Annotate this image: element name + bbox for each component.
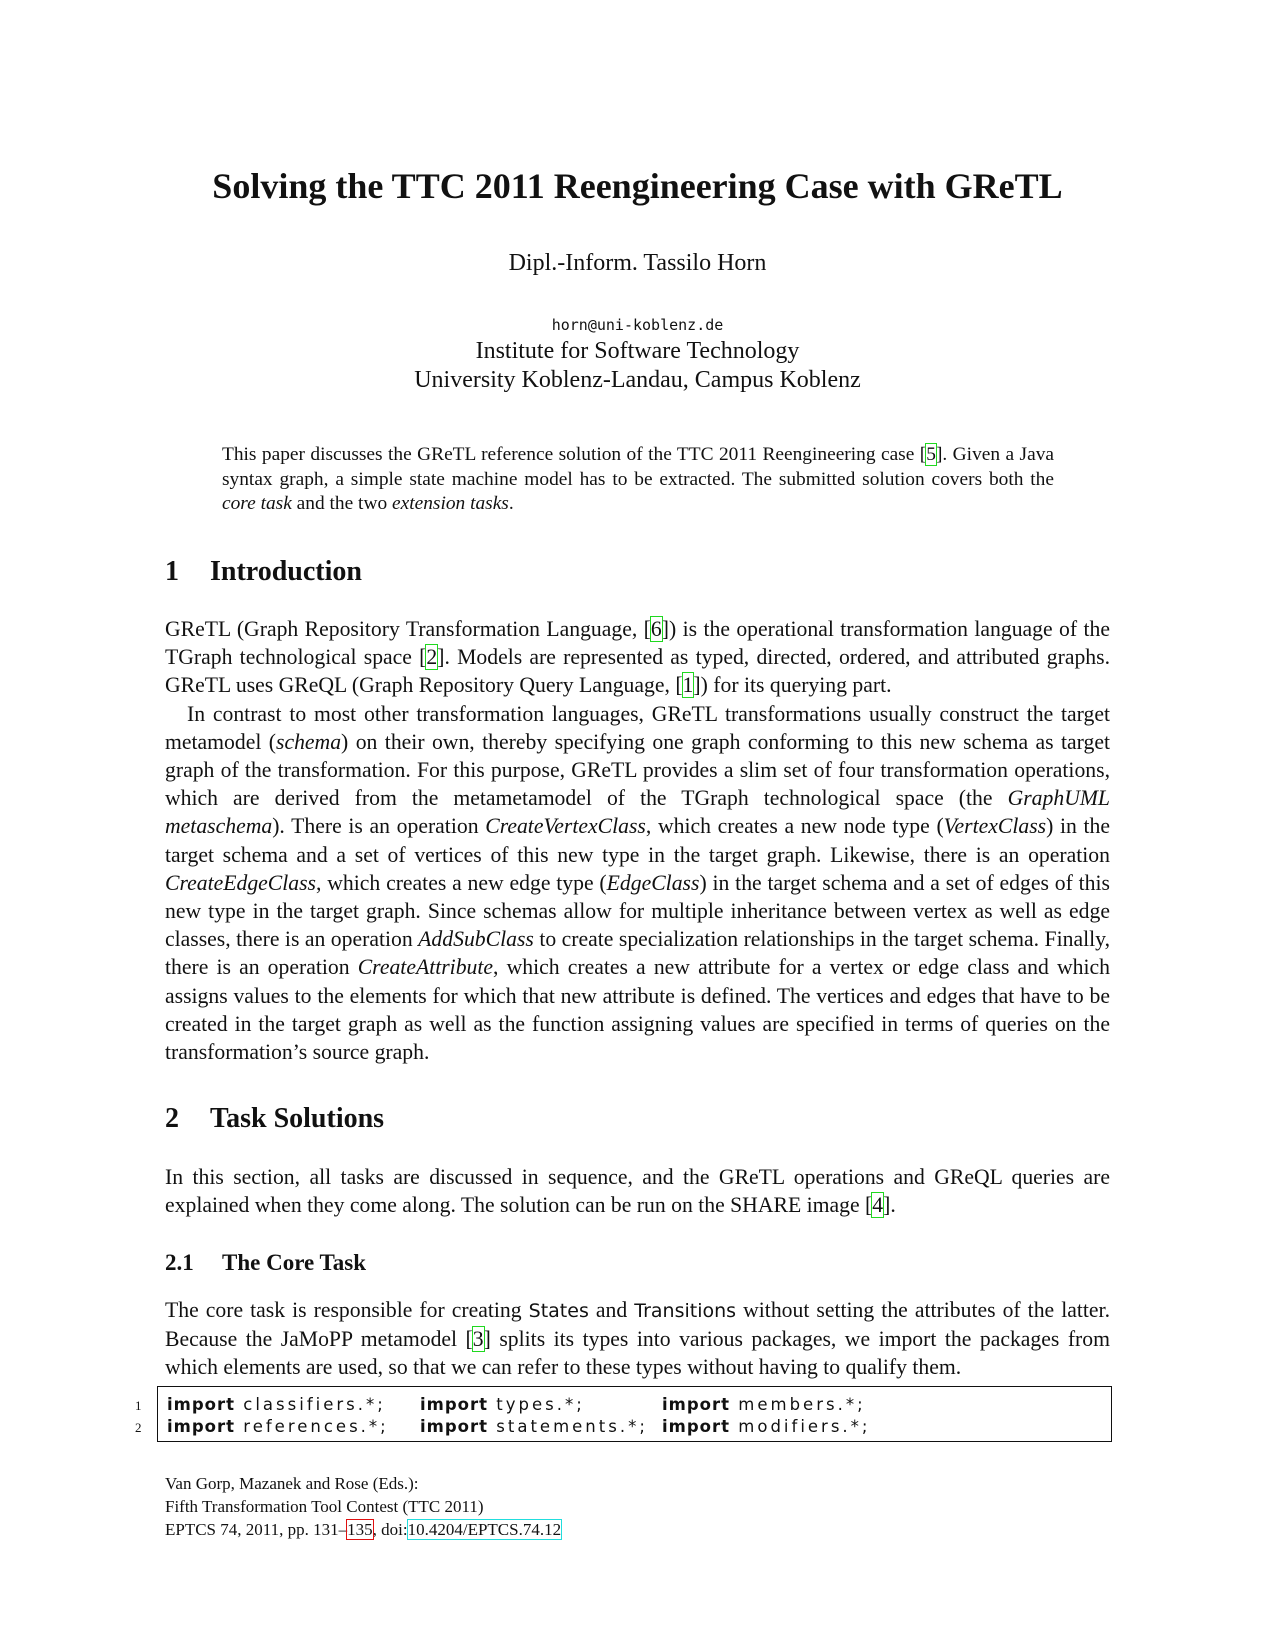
- section-heading-introduction: 1 Introduction: [165, 556, 362, 587]
- code-statement: import types.*;: [420, 1395, 585, 1414]
- code-statement: import modifiers.*;: [662, 1417, 871, 1436]
- subsection-heading-core-task: 2.1 The Core Task: [165, 1250, 367, 1275]
- last-page-link[interactable]: 135: [347, 1520, 373, 1539]
- citation-link[interactable]: 1: [682, 673, 694, 698]
- paper-title: Solving the TTC 2011 Reengineering Case with GReTL: [212, 166, 1063, 206]
- task-solutions-text: In this section, all tasks are discussed in sequence, and the GReTL operations and GReQL queries are explained when they come along. The solution can be run on the SHARE image [4].: [165, 1165, 1110, 1218]
- citation-link[interactable]: 2: [426, 645, 438, 670]
- citation-link[interactable]: 3: [472, 1327, 484, 1352]
- code-statement: import classifiers.*;: [167, 1395, 386, 1414]
- citation-link[interactable]: 6: [650, 617, 662, 641]
- abstract: This paper discusses the GReTL reference solution of the TTC 2011 Reengineering case [5]. Given a Java syntax graph, a simple state machine model has to be extracted. The submitted solution covers both the core task and the two extension tasks.: [222, 444, 1054, 515]
- code-statement: import members.*;: [662, 1395, 866, 1414]
- affiliation-university: University Koblenz-Landau, Campus Koblenz: [414, 367, 861, 393]
- author-email[interactable]: horn@uni-koblenz.de: [551, 316, 724, 334]
- code-line-number: 2: [135, 1420, 142, 1435]
- footer-citation: EPTCS 74, 2011, pp. 131–135, doi:10.4204/EPTCS.74.12: [165, 1520, 562, 1539]
- doi-link[interactable]: 10.4204/EPTCS.74.12: [407, 1520, 562, 1539]
- code-statement: import references.*;: [167, 1417, 389, 1436]
- citation-link[interactable]: 4: [872, 1193, 884, 1218]
- code-line-number: 1: [135, 1398, 142, 1413]
- footer-proceedings: Fifth Transformation Tool Contest (TTC 2011): [165, 1497, 484, 1516]
- author-name: Dipl.-Inform. Tassilo Horn: [508, 250, 767, 276]
- section-heading-task-solutions: 2 Task Solutions: [165, 1103, 385, 1134]
- footer-editors: Van Gorp, Mazanek and Rose (Eds.):: [165, 1474, 419, 1493]
- code-statement: import statements.*;: [420, 1417, 648, 1436]
- affiliation-institute: Institute for Software Technology: [475, 338, 800, 364]
- introduction-text: GReTL (Graph Repository Transformation Language, [6]) is the operational transformation language of the TGraph technological space [2]. Models are represented as typed, directed, ordered, and attributed graphs. GReTL uses GReQL (Graph Repository Query Language, [1]) for its querying part. In contrast to most other transformation languages, GReTL transformations usually construct the target metamodel (schema) on their own, thereby specifying one graph conforming to this new schema as target graph of the transformation. For this purpose, GReTL provides a slim set of four transformation operations, which are derived from the metametamodel of the TGraph technological space (the GraphUML metaschema). There is an operation CreateVertexClass, which creates a new node type (VertexClass) in the target schema and a set of vertices of this new type in the target graph. Likewise, there is an operation CreateEdgeClass, which creates a new edge type (EdgeClass) in the target schema and a set of edges of this new type in the target graph. Since schemas allow for multiple inheritance between vertex as well as edge classes, there is an operation AddSubClass to create specialization relationships in the target schema. Finally, there is an operation CreateAttribute, which creates a new attribute for a vertex or edge class and which assigns values to the elements for which that new attribute is defined. The vertices and edges that have to be created in the target graph as well as the function assigning values are specified in terms of queries on the transformation’s source graph.: [165, 617, 1111, 1065]
- citation-link[interactable]: 5: [926, 444, 936, 465]
- core-task-text: The core task is responsible for creating States and Transitions without setting the attributes of the latter. Because the JaMoPP metamodel [3] splits its types into various packages, we import the packages from which elements are used, so that we can refer to these types without having to qualify them.: [165, 1298, 1110, 1380]
